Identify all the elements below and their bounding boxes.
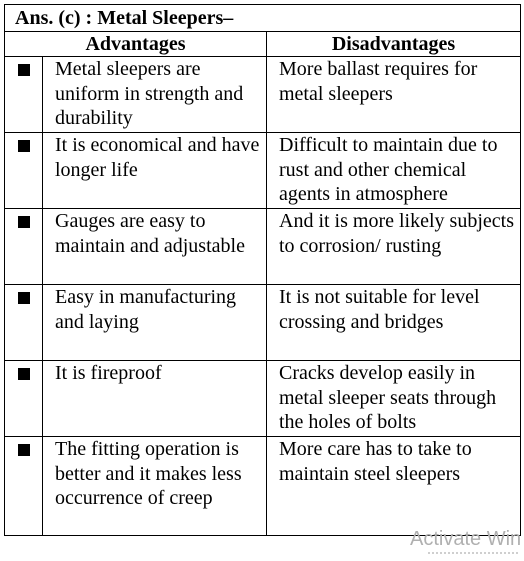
disadvantages-header: Disadvantages (267, 32, 521, 57)
disadvantage-cell: It is not suitable for level crossing and bridges (267, 285, 521, 361)
disadvantage-cell: Difficult to maintain due to rust and other chemical agents in atmosphere (267, 133, 521, 209)
advantages-header: Advantages (5, 32, 267, 57)
answer-title: Ans. (c) : Metal Sleepers– (5, 5, 521, 32)
table-row (5, 437, 521, 536)
advantage-cell: Easy in manufacturing and laying (43, 285, 267, 361)
advantage-cell: It is fireproof (43, 361, 267, 437)
table-row (5, 285, 521, 361)
square-bullet-icon (18, 140, 30, 152)
advantage-cell: The fitting operation is better and it makes less occurrence of creep (43, 437, 267, 536)
table-row (5, 57, 521, 133)
disadvantage-cell: More care has to take to maintain steel sleepers (267, 437, 521, 536)
square-bullet-icon (18, 292, 30, 304)
table-row (5, 209, 521, 285)
advantage-cell: Gauges are easy to maintain and adjustable (43, 209, 267, 285)
square-bullet-icon (18, 64, 30, 76)
disadvantage-cell: More ballast requires for metal sleepers (267, 57, 521, 133)
advantage-cell: It is economical and have longer life (43, 133, 267, 209)
square-bullet-icon (18, 444, 30, 456)
disadvantage-cell: Cracks develop easily in metal sleeper seats through the holes of bolts (267, 361, 521, 437)
activation-watermark: Activate Win (410, 528, 522, 550)
metal-sleepers-table (4, 4, 521, 536)
table-row (5, 133, 521, 209)
watermark-subtext-fragment (428, 552, 518, 560)
square-bullet-icon (18, 216, 30, 228)
square-bullet-icon (18, 368, 30, 380)
table-row (5, 361, 521, 437)
disadvantage-cell: And it is more likely subjects to corrosion/ rusting (267, 209, 521, 285)
advantage-cell: Metal sleepers are uniform in strength and durability (43, 57, 267, 133)
